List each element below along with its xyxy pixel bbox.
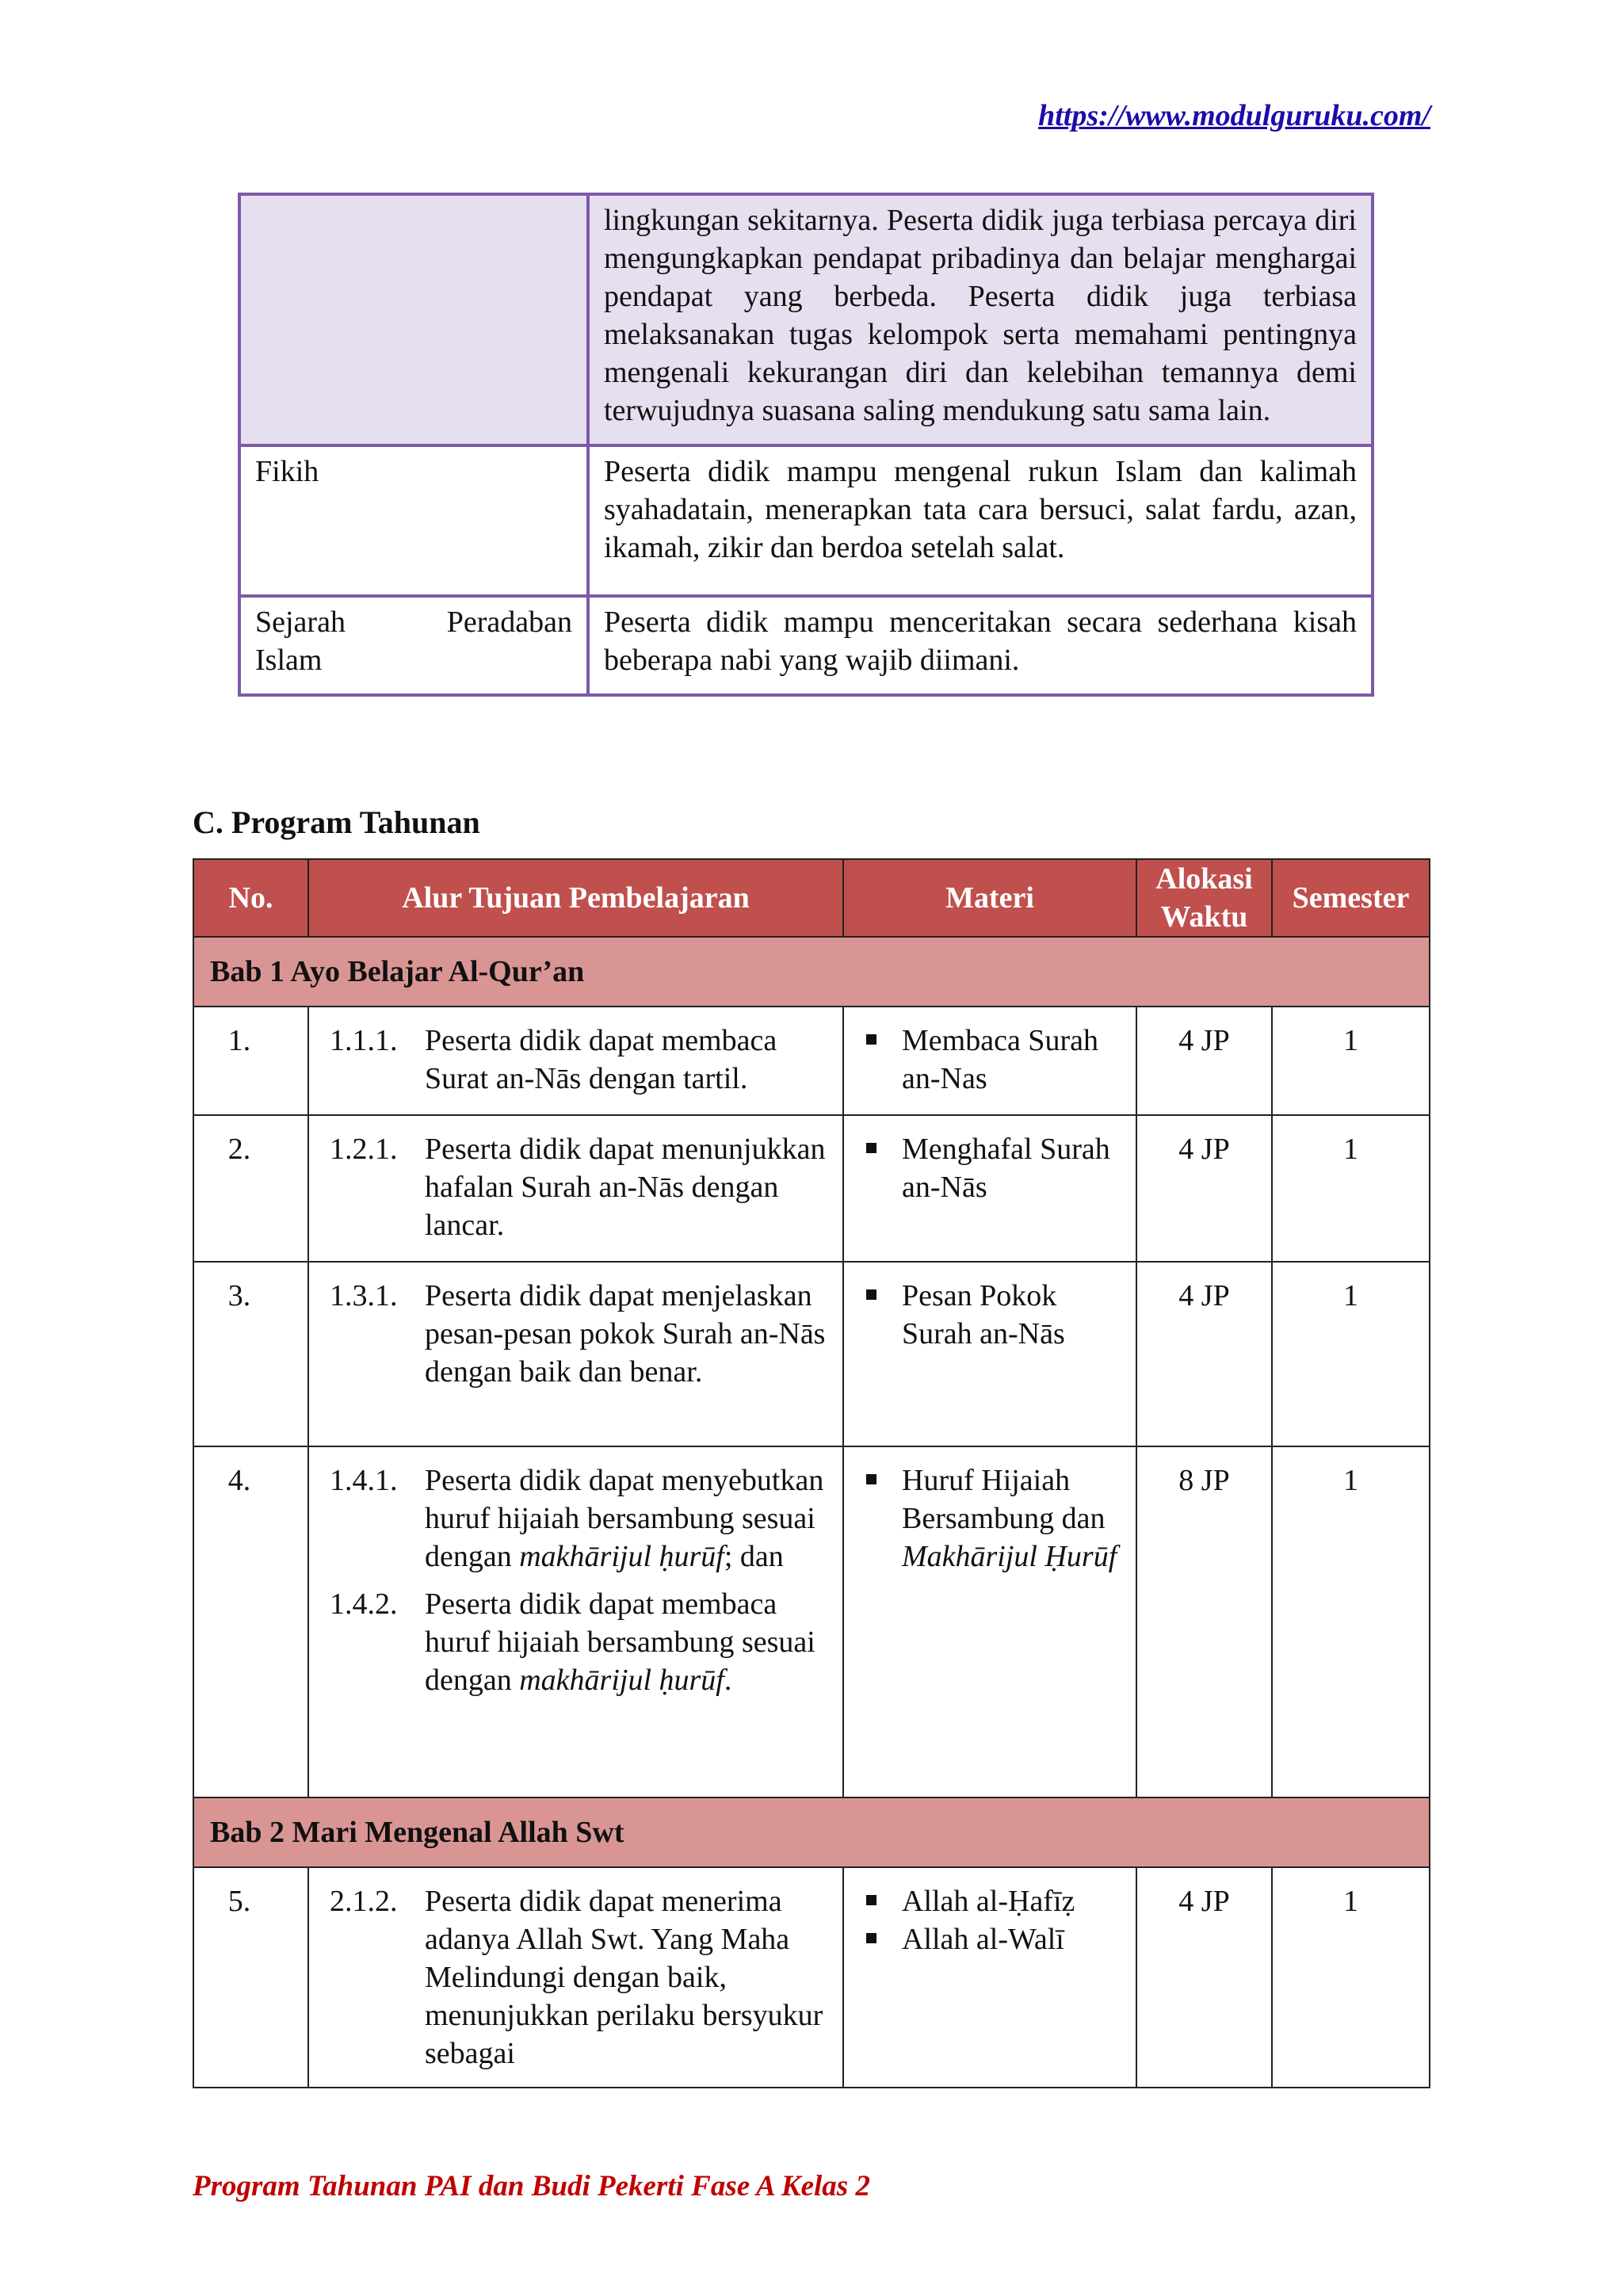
alur-cell	[308, 1115, 843, 1262]
element-word: Peradaban	[446, 606, 572, 639]
chapter-row	[193, 1797, 1430, 1867]
table-row	[193, 1262, 1430, 1446]
footer-title: Program Tahunan PAI dan Budi Pekerti Fase A Kelas 2	[193, 2170, 870, 2202]
materi-text: Allah al-Walī	[902, 1923, 1064, 1956]
alur-text: Peserta didik dapat menjelaskan pesan-pesan pokok Surah an-Nās dengan baik dan benar.	[425, 1279, 826, 1389]
semester-cell: 1	[1272, 1007, 1430, 1115]
alur-text: Peserta didik dapat membaca huruf hijaiah bersambung sesuai dengan makhārijul ḥurūf.	[425, 1587, 815, 1697]
alur-cell	[308, 1262, 843, 1446]
alur-cell	[308, 1867, 843, 2088]
column-header-no: No.	[193, 859, 308, 937]
alur-item	[330, 1130, 839, 1244]
element-cell	[239, 596, 588, 695]
column-header-materi: Materi	[843, 859, 1136, 937]
element-cell	[239, 194, 588, 445]
materi-item	[865, 1277, 1129, 1353]
materi-text: Allah al-Ḥafīẓ	[902, 1885, 1075, 1918]
semester-cell: 1	[1272, 1446, 1430, 1797]
bullet-square-icon	[866, 1034, 876, 1045]
row-number: 3.	[193, 1262, 308, 1446]
alokasi-cell: 4 JP	[1136, 1262, 1272, 1446]
semester-cell: 1	[1272, 1867, 1430, 2088]
materi-text: Pesan Pokok Surah an-Nās	[902, 1279, 1065, 1350]
materi-text: Membaca Surah an-Nas	[902, 1024, 1098, 1095]
element-cell: Fikih	[239, 445, 588, 596]
header-url-link[interactable]: https://www.modulguruku.com/	[1038, 99, 1430, 132]
materi-item	[865, 1882, 1129, 1920]
semester-cell: 1	[1272, 1262, 1430, 1446]
bullet-square-icon	[866, 1143, 876, 1153]
alur-item	[330, 1277, 839, 1391]
column-header-semester: Semester	[1272, 859, 1430, 937]
column-header-alokasi: Alokasi Waktu	[1136, 859, 1272, 937]
program-tahunan-table	[193, 858, 1430, 2088]
chapter-title: Bab 1 Ayo Belajar Al-Qur’an	[193, 937, 1430, 1007]
capaian-table	[238, 193, 1374, 697]
semester-cell: 1	[1272, 1115, 1430, 1262]
bullet-square-icon	[866, 1289, 876, 1300]
table-row	[239, 445, 1373, 596]
alur-code: 1.4.1.	[330, 1464, 398, 1497]
row-number: 2.	[193, 1115, 308, 1262]
table-row	[239, 596, 1373, 695]
capaian-cell: Peserta didik mampu menceritakan secara sederhana kisah beberapa nabi yang wajib diimani.	[588, 596, 1373, 695]
materi-item	[865, 1022, 1129, 1098]
alur-cell	[308, 1007, 843, 1115]
materi-cell	[843, 1007, 1136, 1115]
alur-code: 2.1.2.	[330, 1885, 398, 1918]
materi-item	[865, 1130, 1129, 1206]
materi-cell	[843, 1262, 1136, 1446]
materi-cell	[843, 1115, 1136, 1262]
alur-code: 1.4.2.	[330, 1587, 398, 1621]
capaian-cell: lingkungan sekitarnya. Peserta didik juga terbiasa percaya diri mengungkapkan pendapat pribadinya dan belajar menghargai pendapat yang berbeda. Peserta didik juga terbiasa melaksanakan tugas kelompok serta memahami pentingnya mengenali kekurangan diri dan kelebihan temannya demi terwujudnya suasana saling mendukung satu sama lain.	[588, 194, 1373, 445]
alur-text: Peserta didik dapat menerima adanya Allah Swt. Yang Maha Melindungi dengan baik, menunjukkan perilaku bersyukur sebagai	[425, 1885, 823, 2070]
table-row	[193, 1007, 1430, 1115]
alur-item	[330, 1585, 839, 1699]
element-word: Islam	[255, 644, 323, 677]
bullet-square-icon	[866, 1474, 876, 1484]
alur-code: 1.3.1.	[330, 1279, 398, 1312]
alur-item	[330, 1022, 839, 1098]
capaian-cell: Peserta didik mampu mengenal rukun Islam dan kalimah syahadatain, menerapkan tata cara bersuci, salat fardu, azan, ikamah, zikir dan berdoa setelah salat.	[588, 445, 1373, 596]
alur-item	[330, 1882, 839, 2073]
alur-text: Peserta didik dapat menyebutkan huruf hijaiah bersambung sesuai dengan makhārijul ḥurūf; dan	[425, 1464, 824, 1573]
row-number: 1.	[193, 1007, 308, 1115]
column-header-alur: Alur Tujuan Pembelajaran	[308, 859, 843, 937]
chapter-row	[193, 937, 1430, 1007]
alokasi-cell: 4 JP	[1136, 1115, 1272, 1262]
table-row	[193, 1867, 1430, 2088]
section-title: C. Program Tahunan	[193, 804, 480, 840]
materi-text: Menghafal Surah an-Nās	[902, 1133, 1110, 1204]
alokasi-cell: 4 JP	[1136, 1007, 1272, 1115]
materi-cell	[843, 1867, 1136, 2088]
bullet-square-icon	[866, 1933, 876, 1943]
table-row	[239, 194, 1373, 445]
materi-text: Huruf Hijaiah Bersambung dan Makhārijul Ḥurūf	[902, 1464, 1117, 1573]
materi-item	[865, 1920, 1129, 1958]
alokasi-cell: 8 JP	[1136, 1446, 1272, 1797]
alur-text: Peserta didik dapat membaca Surat an-Nās dengan tartil.	[425, 1024, 777, 1095]
alur-text: Peserta didik dapat menunjukkan hafalan Surah an-Nās dengan lancar.	[425, 1133, 826, 1242]
element-word: Sejarah	[255, 606, 346, 639]
alokasi-cell: 4 JP	[1136, 1867, 1272, 2088]
row-number: 5.	[193, 1867, 308, 2088]
alur-code: 1.2.1.	[330, 1133, 398, 1166]
alur-code: 1.1.1.	[330, 1024, 398, 1057]
materi-cell	[843, 1446, 1136, 1797]
chapter-title: Bab 2 Mari Mengenal Allah Swt	[193, 1797, 1430, 1867]
table-row	[193, 1446, 1430, 1797]
alur-cell	[308, 1446, 843, 1797]
table-row	[193, 1115, 1430, 1262]
alur-item	[330, 1461, 839, 1576]
materi-item	[865, 1461, 1129, 1576]
table-header-row	[193, 859, 1430, 937]
bullet-square-icon	[866, 1895, 876, 1905]
row-number: 4.	[193, 1446, 308, 1797]
